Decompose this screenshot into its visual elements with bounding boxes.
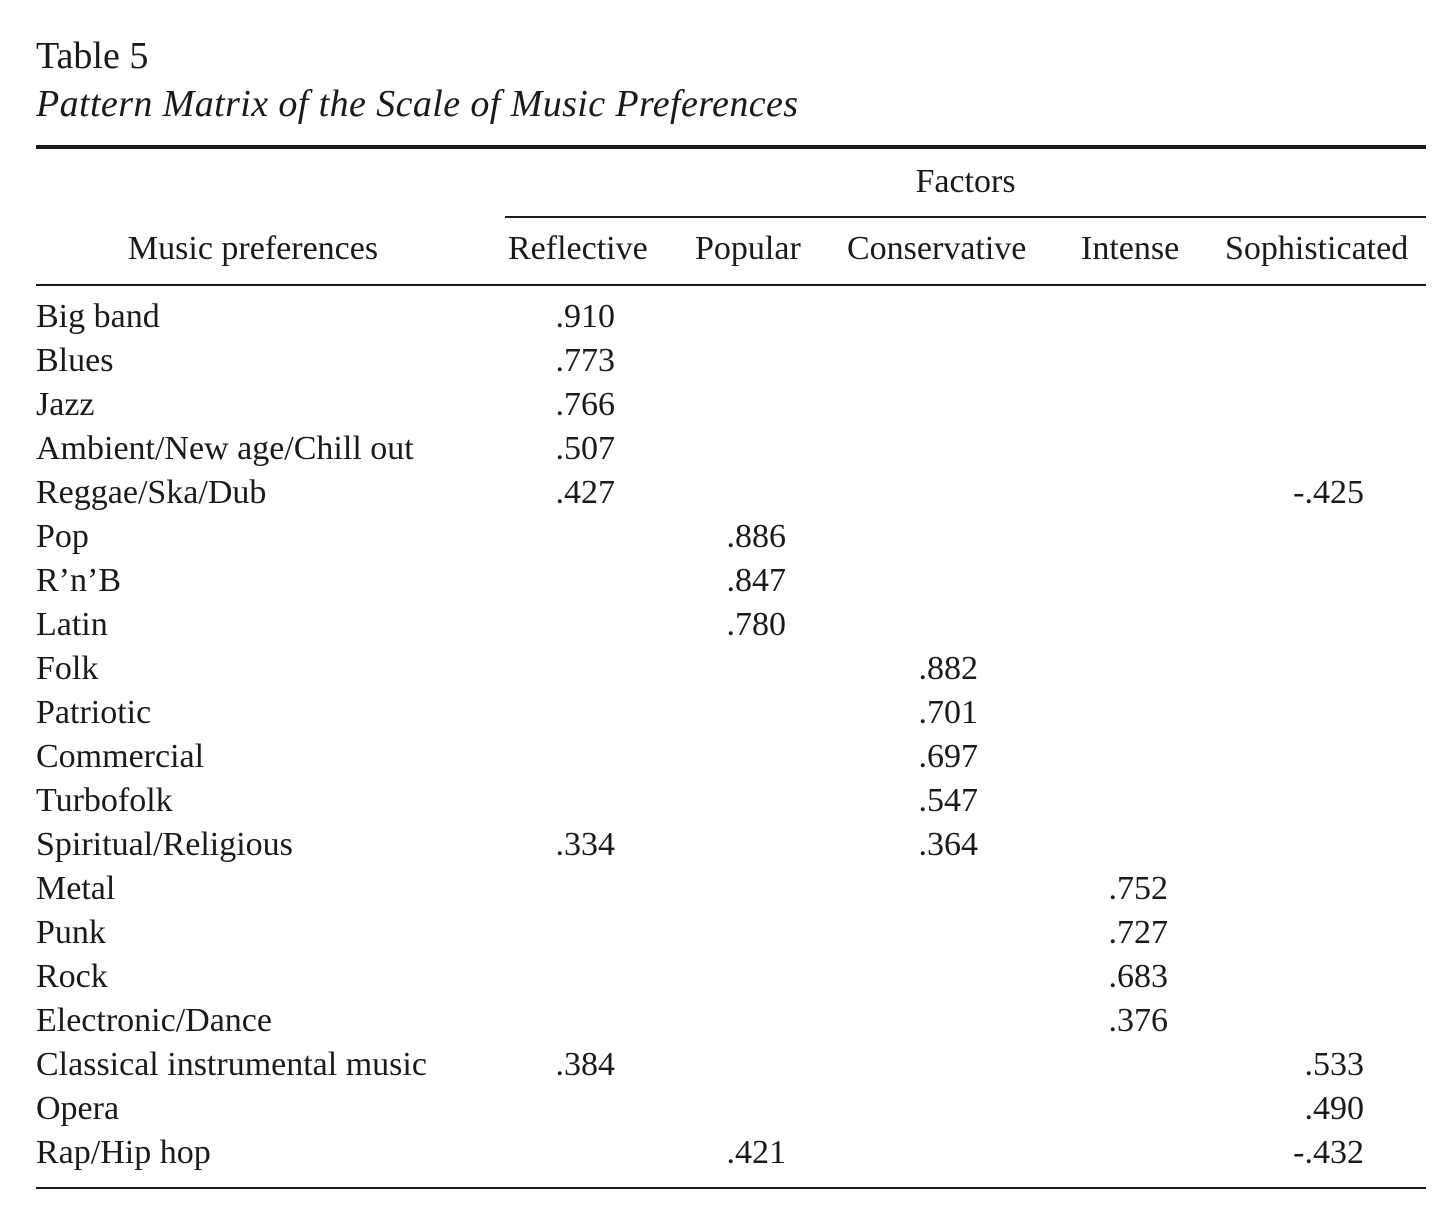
column-header-conservative: Conservative xyxy=(847,230,1027,267)
loading-sophisticated: .533 xyxy=(1304,1046,1364,1083)
row-label: Reggae/Ska/Dub xyxy=(36,474,267,511)
loading-reflective: .773 xyxy=(555,342,615,379)
row-label: Commercial xyxy=(36,738,205,775)
row-label: Punk xyxy=(36,914,106,951)
column-header-intense: Intense xyxy=(1081,230,1180,267)
table-row xyxy=(0,955,1456,999)
loading-conservative: .701 xyxy=(918,694,978,731)
row-label: Jazz xyxy=(36,386,95,423)
table-row xyxy=(0,383,1456,427)
row-label: Turbofolk xyxy=(36,782,173,819)
loading-intense: .752 xyxy=(1108,870,1168,907)
table-row xyxy=(0,691,1456,735)
row-label: Metal xyxy=(36,870,116,907)
column-header-reflective: Reflective xyxy=(508,230,648,267)
table-row xyxy=(0,1043,1456,1087)
loading-intense: .683 xyxy=(1108,958,1168,995)
factors-spanner-label: Factors xyxy=(915,163,1016,200)
table-row xyxy=(0,471,1456,515)
table-row xyxy=(0,1087,1456,1131)
loading-reflective: .334 xyxy=(555,826,615,863)
table-row xyxy=(0,779,1456,823)
loading-popular: .780 xyxy=(726,606,786,643)
row-label: Electronic/Dance xyxy=(36,1002,272,1039)
row-label: Ambient/New age/Chill out xyxy=(36,430,414,467)
row-label: R’n’B xyxy=(36,562,121,599)
loading-popular: .886 xyxy=(726,518,786,555)
table-row xyxy=(0,823,1456,867)
loading-sophisticated: -.432 xyxy=(1293,1134,1364,1171)
loading-intense: .727 xyxy=(1108,914,1168,951)
row-label: Opera xyxy=(36,1090,120,1127)
header-rule xyxy=(36,284,1426,286)
column-header-sophisticated: Sophisticated xyxy=(1225,230,1409,267)
loading-reflective: .384 xyxy=(555,1046,615,1083)
loading-sophisticated: -.425 xyxy=(1293,474,1364,511)
row-label: Blues xyxy=(36,342,114,379)
loading-reflective: .766 xyxy=(555,386,615,423)
table-row xyxy=(0,427,1456,471)
table-row xyxy=(0,339,1456,383)
loading-popular: .847 xyxy=(726,562,786,599)
row-label: Rock xyxy=(36,958,108,995)
column-header-popular: Popular xyxy=(695,230,801,267)
table-title: Pattern Matrix of the Scale of Music Preferences xyxy=(36,83,799,125)
loading-reflective: .427 xyxy=(555,474,615,511)
loading-conservative: .697 xyxy=(918,738,978,775)
loading-reflective: .507 xyxy=(555,430,615,467)
table-row xyxy=(0,559,1456,603)
row-label: Latin xyxy=(36,606,108,643)
row-label: Rap/Hip hop xyxy=(36,1134,211,1171)
bottom-rule xyxy=(36,1187,1426,1189)
table-number: Table 5 xyxy=(36,35,149,77)
loading-sophisticated: .490 xyxy=(1304,1090,1364,1127)
loading-conservative: .547 xyxy=(918,782,978,819)
table-row xyxy=(0,735,1456,779)
row-label: Patriotic xyxy=(36,694,152,731)
row-label: Spiritual/Religious xyxy=(36,826,293,863)
loading-conservative: .364 xyxy=(918,826,978,863)
loading-intense: .376 xyxy=(1108,1002,1168,1039)
table-row xyxy=(0,515,1456,559)
table-row xyxy=(0,647,1456,691)
top-rule xyxy=(36,145,1426,149)
row-label: Folk xyxy=(36,650,99,687)
loading-reflective: .910 xyxy=(555,298,615,335)
loading-popular: .421 xyxy=(726,1134,786,1171)
table-row xyxy=(0,295,1456,339)
row-label: Big band xyxy=(36,298,160,335)
column-header-music-preferences: Music preferences xyxy=(127,230,379,267)
factors-spanner-rule xyxy=(505,216,1426,218)
row-label: Classical instrumental music xyxy=(36,1046,427,1083)
table-row xyxy=(0,867,1456,911)
table-row xyxy=(0,999,1456,1043)
row-label: Pop xyxy=(36,518,89,555)
table-body xyxy=(0,295,1456,1175)
table-row xyxy=(0,911,1456,955)
table-row xyxy=(0,1131,1456,1175)
table-row xyxy=(0,603,1456,647)
loading-conservative: .882 xyxy=(918,650,978,687)
